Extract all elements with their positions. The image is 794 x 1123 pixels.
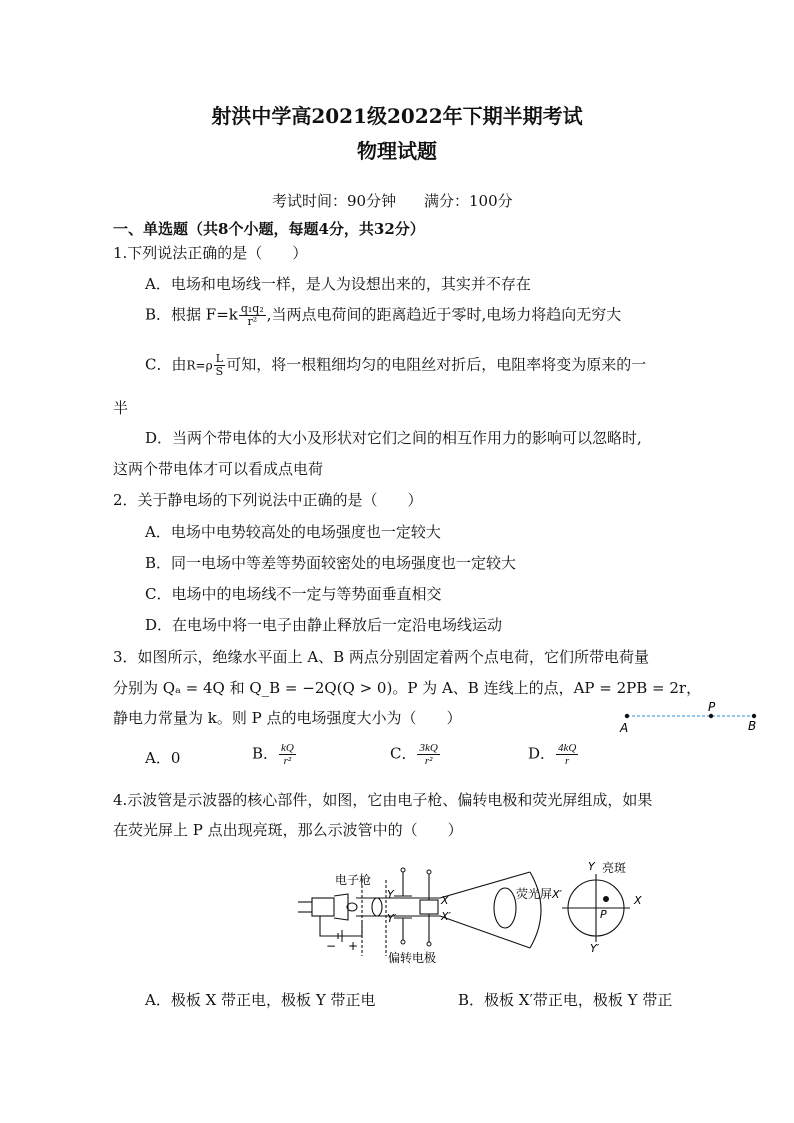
q3-d-numerator: 4kQ: [558, 742, 577, 754]
tube-flare-bottom: [440, 916, 530, 948]
label-screen-y: Y: [588, 860, 595, 873]
exam-subtitle: 物理试题: [357, 139, 437, 163]
label-yp: Y′: [387, 912, 397, 925]
label-spot: 亮斑: [602, 861, 627, 875]
q3-line2: 分别为 Qₐ = 4Q 和 Q_B = −2Q(Q > 0)。P 为 A、B 连线上的点，AP = 2PB = 2r，: [113, 679, 702, 697]
q3-label-p: P: [708, 700, 716, 714]
q3-b-fraction: [279, 742, 296, 767]
q1-c-formula: R=ρ: [186, 358, 213, 373]
q1-c-post: 可知，将一根粗细均匀的电阻丝对折后，电阻率将变为原来的一: [226, 355, 647, 374]
q1-c-numerator: L: [214, 353, 226, 366]
label-screen-xp: X′: [552, 888, 563, 901]
y-terminal-bottom: [401, 940, 405, 944]
q4-option-b: B．极板 X′带正电，极板 Y 带正: [458, 991, 673, 1009]
q2-option-b: B．同一电场中等差等势面较密处的电场强度也一定较大: [145, 554, 517, 572]
q1-b-denominator: r²: [247, 315, 258, 328]
q3-d-pre: D．: [528, 744, 556, 763]
q3-c-pre: C．: [390, 744, 417, 763]
label-x: X: [441, 894, 449, 907]
q3-label-a: A: [620, 721, 629, 734]
q3-point-b: [752, 714, 756, 718]
q3-point-a: [625, 714, 629, 718]
tube-end: [530, 872, 541, 948]
label-xp: X′: [441, 910, 452, 923]
q3-b-numerator: kQ: [281, 742, 294, 754]
q3-b-denominator: r²: [283, 755, 292, 767]
section-heading: 一、单选题（共8个小题，每题4分，共32分）: [113, 220, 425, 238]
y-terminal-top: [401, 868, 405, 872]
q3-b-pre: B．: [252, 744, 279, 763]
screen-edge: [494, 888, 516, 928]
q3-figure: [614, 700, 764, 734]
q1-b-numerator: q₁q₂: [240, 302, 264, 315]
q2-option-c: C．电场中的电场线不一定与等势面垂直相交: [145, 585, 442, 603]
label-y: Y: [387, 888, 394, 901]
q1-c-fraction: [214, 353, 226, 378]
q1-option-a: A．电场和电场线一样，是人为设想出来的，其实并不存在: [145, 275, 531, 293]
q1-option-d: D．当两个带电体的大小及形状对它们之间的相互作用力的影响可以忽略时,: [145, 429, 642, 447]
q1-option-c-cont: 半: [113, 399, 129, 417]
exam-time: 考试时间：90分钟: [272, 192, 397, 210]
q1-b-pre: B．根据 F=k: [145, 305, 238, 324]
q3-c-numerator: 3kQ: [419, 742, 438, 754]
label-plus: +: [348, 939, 359, 953]
q3-option-d: [528, 742, 579, 767]
q3-point-p: [709, 714, 713, 718]
q3-label-b: B: [748, 719, 757, 733]
label-deflect: 偏转电极: [388, 951, 437, 965]
q1-option-c: [145, 353, 646, 378]
exam-title: 射洪中学高2021级2022年下期半期考试: [211, 104, 583, 128]
q2-option-a: A．电场中电势较高处的电场强度也一定较大: [145, 523, 441, 541]
q3-option-a: A．0: [145, 749, 181, 767]
tube-ring: [372, 898, 382, 916]
q1-stem: 1.下列说法正确的是（ ）: [113, 244, 308, 262]
q4-line1: 4.示波管是示波器的核心部件，如图，它由电子枪、偏转电极和荧光屏组成，如果: [113, 791, 653, 809]
label-screen-x: X: [634, 894, 642, 907]
q1-option-d-cont: 这两个带电体才可以看成点电荷: [113, 460, 324, 478]
q4-option-a: A．极板 X 带正电，极板 Y 带正电: [145, 991, 376, 1009]
q3-c-fraction: [417, 742, 439, 767]
q3-line1: 3．如图所示，绝缘水平面上 A、B 两点分别固定着两个点电荷，它们所带电荷量: [113, 648, 649, 666]
q4-figure: [290, 858, 650, 968]
q3-d-denominator: r: [565, 755, 570, 767]
q3-c-denominator: r²: [424, 755, 433, 767]
label-minus: −: [326, 939, 337, 953]
q2-stem: 2．关于静电场的下列说法中正确的是（ ）: [113, 491, 423, 509]
q3-option-b: [252, 742, 297, 767]
x-terminal-bottom: [427, 942, 431, 946]
q3-line3: 静电力常量为 k。则 P 点的电场强度大小为（ ）: [113, 709, 462, 727]
label-screen: 荧光屏: [516, 887, 553, 901]
spot-p: [603, 896, 609, 902]
gun-cathode: [312, 898, 334, 916]
gun-body: [334, 894, 348, 920]
full-score: 满分：100分: [424, 192, 513, 210]
q3-option-c: [390, 742, 441, 767]
x-plates: [420, 900, 438, 914]
q1-b-post: ,当两点电荷间的距离趋近于零时,电场力将趋向无穷大: [266, 305, 622, 324]
q1-c-denominator: S: [215, 365, 224, 378]
q1-c-pre: C．由: [145, 355, 187, 374]
label-gun: 电子枪: [335, 873, 372, 887]
label-screen-yp: Y′: [590, 942, 600, 955]
q2-option-d: D．在电场中将一电子由静止释放后一定沿电场线运动: [145, 616, 503, 634]
q3-d-fraction: [556, 742, 578, 767]
label-screen-p: P: [600, 908, 607, 921]
q4-line2: 在荧光屏上 P 点出现亮斑，那么示波管中的（ ）: [113, 821, 463, 839]
q1-b-fraction: [239, 303, 266, 328]
q1-option-b: [145, 303, 621, 328]
x-terminal-top: [427, 870, 431, 874]
